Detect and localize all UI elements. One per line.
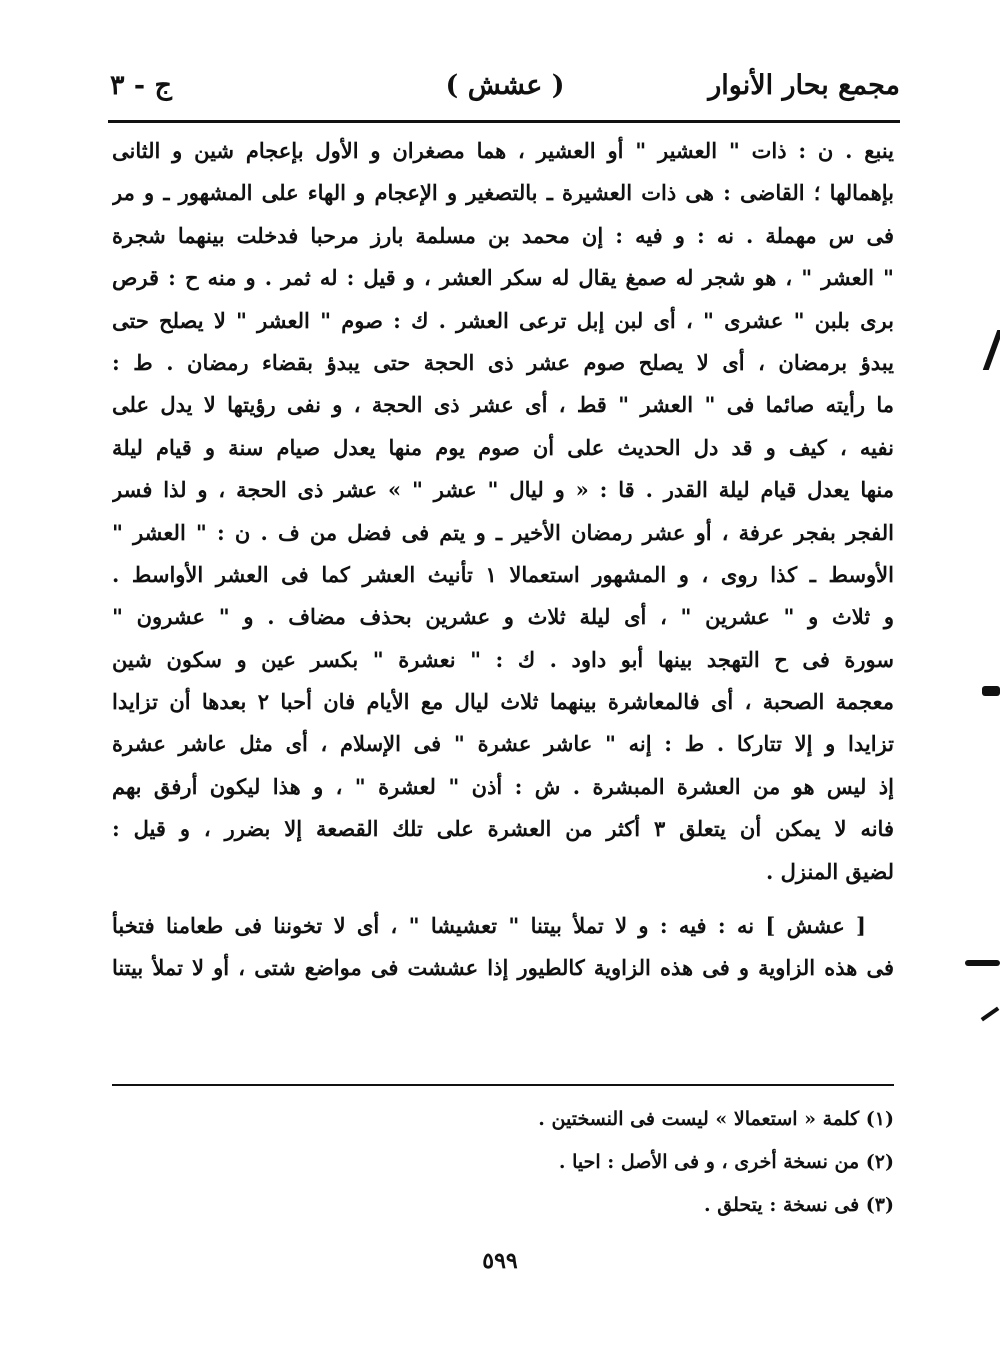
footnote-1: (١) كلمة « استعمالا » ليست فى النسختين . <box>538 1108 894 1130</box>
main-text <box>112 130 894 990</box>
text-line: سورة فى ح التهجد بينها أبو داود . ك : " نعشرة " بكسر عين و سكون شين <box>112 646 894 672</box>
text-line: منها يعدل قيام ليلة القدر . قا : « و ليال " عشر " » عشر ذى الحجة ، و لذا فسر <box>112 477 894 503</box>
running-header <box>110 62 900 110</box>
text-line: " العشر " ، هو شجر له صمغ يقال له سكر العشر ، و قيل : له ثمر . و منه ح : قرص <box>112 265 894 291</box>
text-line: برى بلبن " عشرى " ، أى لبن إبل ترعى العشر . ك : صوم " العشر " لا يصلح حتى <box>112 307 894 333</box>
text-line: الأوسط ـ كذا روى ، و المشهور استعمالا ١ تأنيث العشر كما فى العشر الأواسط . <box>112 561 894 587</box>
footnote-3: (٣) فى نسخة : يتحلق . <box>704 1194 894 1216</box>
scan-mark <box>983 330 1000 370</box>
scan-mark <box>982 686 1000 696</box>
entry-heading: ( عشش ) <box>445 70 565 101</box>
entry-line: [ عشش ] نه : فيه : و لا تملأ بيتنا " تعشيشا " ، أى لا تخوننا فى طعامنا فتخبأ <box>112 913 866 939</box>
text-line: نفيه ، كيف و قد دل الحديث على أن صوم يوم منها يعدل صيام سنة و قيام ليلة <box>112 434 894 460</box>
text-line: فى س مهملة . نه : و فيه : إن محمد بن مسلمة بارز مرحبا فدخلت بينهما شجرة <box>112 222 894 248</box>
text-line: لضيق المنزل . <box>766 858 894 884</box>
page-number: ٥٩٩ <box>482 1248 518 1274</box>
text-line: و ثلاث و " عشرين " ، أى ليلة ثلاث و عشرين بحذف مضاف . و " عشرون " <box>112 604 894 630</box>
volume-number: ج - ٣ <box>110 70 172 101</box>
scan-mark <box>981 1007 1000 1022</box>
text-line: فانه لا يمكن أن يتعلق ٣ أكثر من العشرة على تلك القصعة إلا بضرر ، و قيل : <box>112 816 894 842</box>
text-line: بإهمالها ؛ القاضى : هى ذات العشيرة ـ بالتصغير و الإعجام و الهاء على المشهور ـ و مر <box>112 180 894 206</box>
text-line: الفجر بفجر عرفة ، أو عشر رمضان الأخير ـ و يتم فى فضل من ف . ن : " العشر " <box>112 519 894 545</box>
paragraph-ashash <box>112 905 894 990</box>
book-title: مجمع بحار الأنوار <box>708 70 900 101</box>
footnote-2: (٢) من نسخة أخرى ، و فى الأصل : احيا . <box>558 1151 894 1173</box>
paragraph-gap <box>112 893 894 905</box>
header-rule <box>108 120 900 123</box>
text-line: يبدؤ برمضان ، أى لا يصلح صوم عشر ذى الحجة حتى يبدؤ بقضاء رمضان . ط : <box>112 349 894 375</box>
entry-line: فى هذه الزاوية و فى هذه الزاوية كالطيور إذا عششت فى مواضع شتى ، أو لا تملأ بيتنا <box>112 955 894 981</box>
text-line: تزايدا و إلا تتاركا . ط : إنه " عاشر عشرة " فى الإسلام ، أى مثل عاشر عشرة <box>112 731 894 757</box>
paragraph-ashr <box>112 130 894 893</box>
text-line: معجمة الصحبة ، أى فالمعاشرة بينهما ثلاث ليال مع الأيام فان أحبا ٢ بعدها أن تزايدا <box>112 689 894 715</box>
footnotes <box>112 1098 894 1227</box>
text-line: ما رأيته صائما فى " العشر " قط ، أى عشر ذى الحجة ، و نفى رؤيتها لا يدل على <box>112 392 894 418</box>
footnote-rule <box>112 1084 894 1086</box>
text-line: ينبع . ن : ذات " العشير " أو العشير ، هما مصغران و الأول بإعجام شين و الثانى <box>112 138 894 163</box>
scan-mark <box>965 960 1000 966</box>
text-line: إذ ليس هو من العشرة المبشرة . ش : أذن " لعشرة " ، و هذا ليكون أرفق بهم <box>112 773 894 799</box>
